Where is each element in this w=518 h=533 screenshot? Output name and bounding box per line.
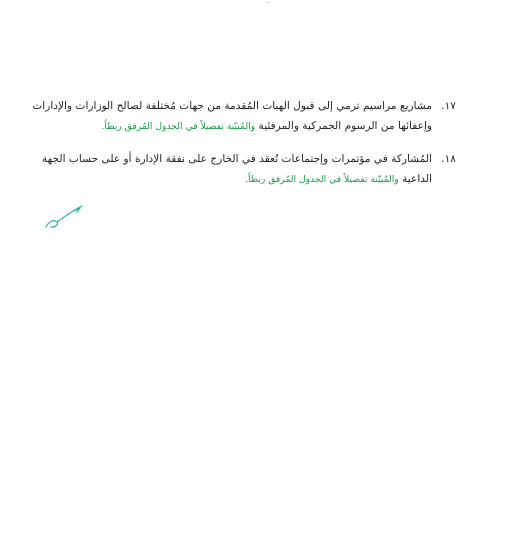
list-item-18 <box>41 149 456 190</box>
item-line-1: المُشاركة في مؤتمرات وإجتماعات تُعقد في الخارج على نفقة الإدارة أو على حساب الجهة <box>41 153 432 165</box>
handwritten-note: والمُبيّنة تفصيلاً في الجدول المُرفق ربطاً. <box>245 174 399 185</box>
item-line-2 <box>46 116 432 137</box>
handwritten-note: والمُبيّنة تفصيلاً في الجدول المُرفق ربطاً. <box>101 121 256 132</box>
item-line-2 <box>46 169 432 190</box>
item-line-2-text: الداعية <box>402 173 432 185</box>
item-number: ١٧. <box>441 100 456 112</box>
page-top-mark <box>266 2 270 3</box>
document-body <box>32 96 456 202</box>
list-item-17 <box>32 96 456 137</box>
item-line-2-text: وإعفائها من الرسوم الجمركية والمرفئية <box>258 120 432 132</box>
item-line-1: مشاريع مراسيم ترمي إلى قبول الهبات المُقدمة من جهات مُختلفة لصالح الوزارات والإدارات <box>32 100 432 112</box>
signature-icon <box>42 203 86 231</box>
item-number: ١٨. <box>441 153 456 165</box>
